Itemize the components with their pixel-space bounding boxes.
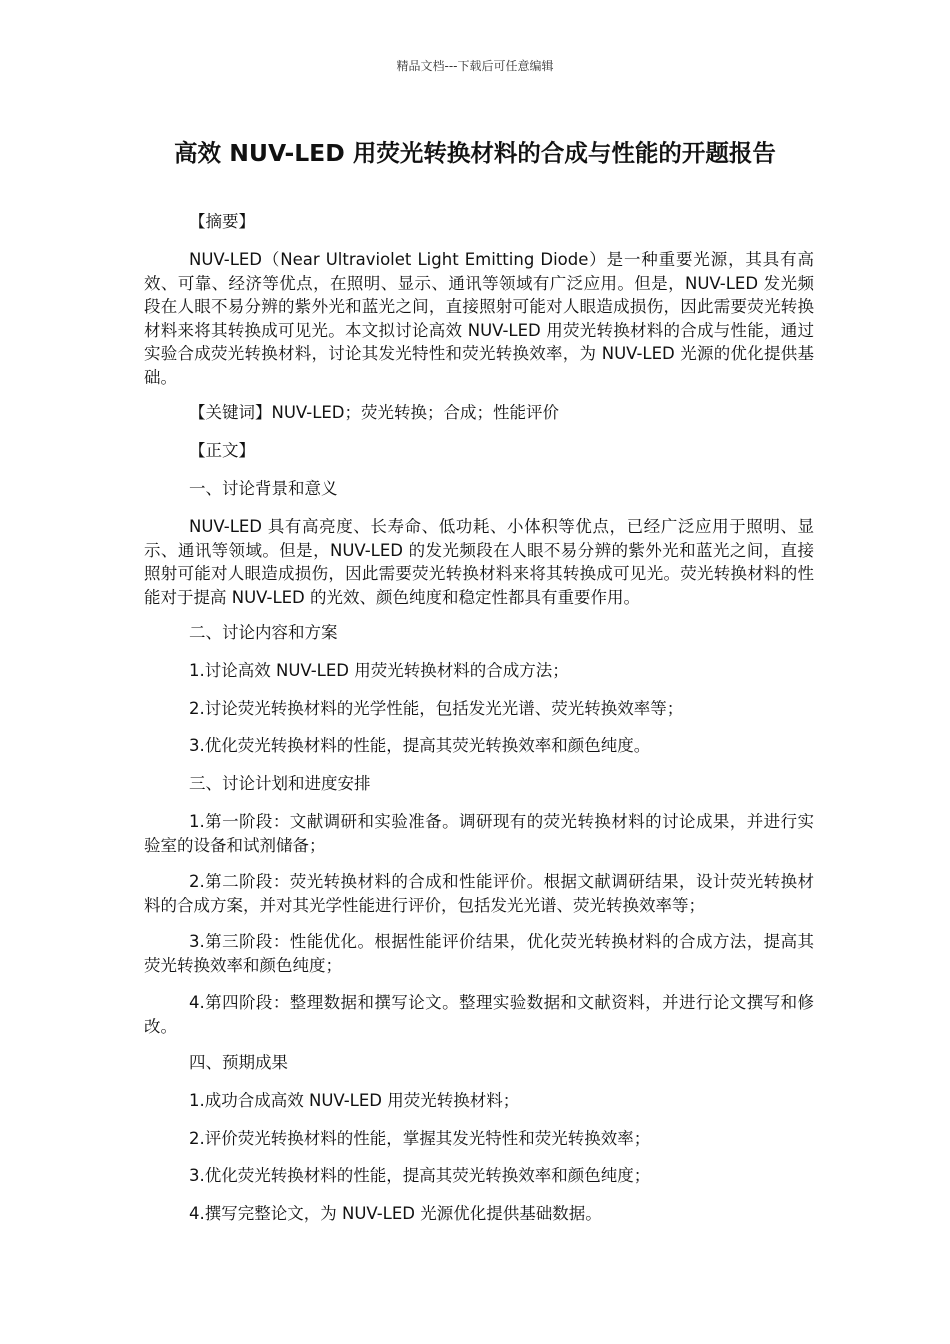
content-item: 1.讨论高效 NUV-LED 用荧光转换材料的合成方法； (189, 661, 569, 680)
result-item: 4.撰写完整论文，为 NUV-LED 光源优化提供基础数据。 (189, 1204, 602, 1223)
section-heading-content: 二、讨论内容和方案 (189, 623, 338, 642)
plan-item: 1.第一阶段：文献调研和实验准备。调研现有的荧光转换材料的讨论成果，并进行实验室的设备和试剂储备； (144, 812, 814, 855)
section-heading-plan: 三、讨论计划和进度安排 (189, 774, 371, 793)
document-title: 高效 NUV-LED 用荧光转换材料的合成与性能的开题报告 (174, 139, 776, 167)
content-item: 2.讨论荧光转换材料的光学性能，包括发光光谱、荧光转换效率等； (189, 699, 684, 718)
result-item: 1.成功合成高效 NUV-LED 用荧光转换材料； (189, 1091, 520, 1110)
result-item: 2.评价荧光转换材料的性能，掌握其发光特性和荧光转换效率； (189, 1129, 651, 1148)
plan-item: 4.第四阶段：整理数据和撰写论文。整理实验数据和文献资料，并进行论文撰写和修改。 (144, 993, 814, 1036)
keywords-line: 【关键词】NUV-LED；荧光转换；合成；性能评价 (189, 403, 560, 422)
section-heading-background: 一、讨论背景和意义 (189, 479, 338, 498)
header-note: 精品文档---下载后可任意编辑 (396, 59, 554, 73)
result-item: 3.优化荧光转换材料的性能，提高其荧光转换效率和颜色纯度； (189, 1166, 651, 1185)
abstract-paragraph: NUV-LED（Near Ultraviolet Light Emitting Diode）是一种重要光源，其具有高效、可靠、经济等优点，在照明、显示、通讯等领域有广泛应用。但是，NUV-LED 发光频段在人眼不易分辨的紫外光和蓝光之间，直接照射可能对人眼造成损伤，因此需要荧光转换材料来将其转换成可见光。本文拟讨论高效 NUV-LED 用荧光转换材料的合成与性能，通过实验合成荧光转换材料，讨论其发光特性和荧光转换效率，为 NUV-LED 光源的优化提供基础。 (144, 250, 814, 387)
plan-item: 2.第二阶段：荧光转换材料的合成和性能评价。根据文献调研结果，设计荧光转换材料的合成方案，并对其光学性能进行评价，包括发光光谱、荧光转换效率等； (144, 872, 814, 915)
section-background-paragraph: NUV-LED 具有高亮度、长寿命、低功耗、小体积等优点，已经广泛应用于照明、显示、通讯等领域。但是，NUV-LED 的发光频段在人眼不易分辨的紫外光和蓝光之间，直接照射可能对人眼造成损伤，因此需要荧光转换材料来将其转换成可见光。荧光转换材料的性能对于提高 NUV-LED 的光效、颜色纯度和稳定性都具有重要作用。 (144, 517, 814, 607)
content-item: 3.优化荧光转换材料的性能，提高其荧光转换效率和颜色纯度。 (189, 736, 651, 755)
plan-item: 3.第三阶段：性能优化。根据性能评价结果，优化荧光转换材料的合成方法，提高其荧光转换效率和颜色纯度； (144, 932, 814, 975)
section-heading-results: 四、预期成果 (189, 1053, 288, 1072)
abstract-heading: 【摘要】 (189, 212, 255, 231)
body-heading: 【正文】 (189, 441, 255, 460)
